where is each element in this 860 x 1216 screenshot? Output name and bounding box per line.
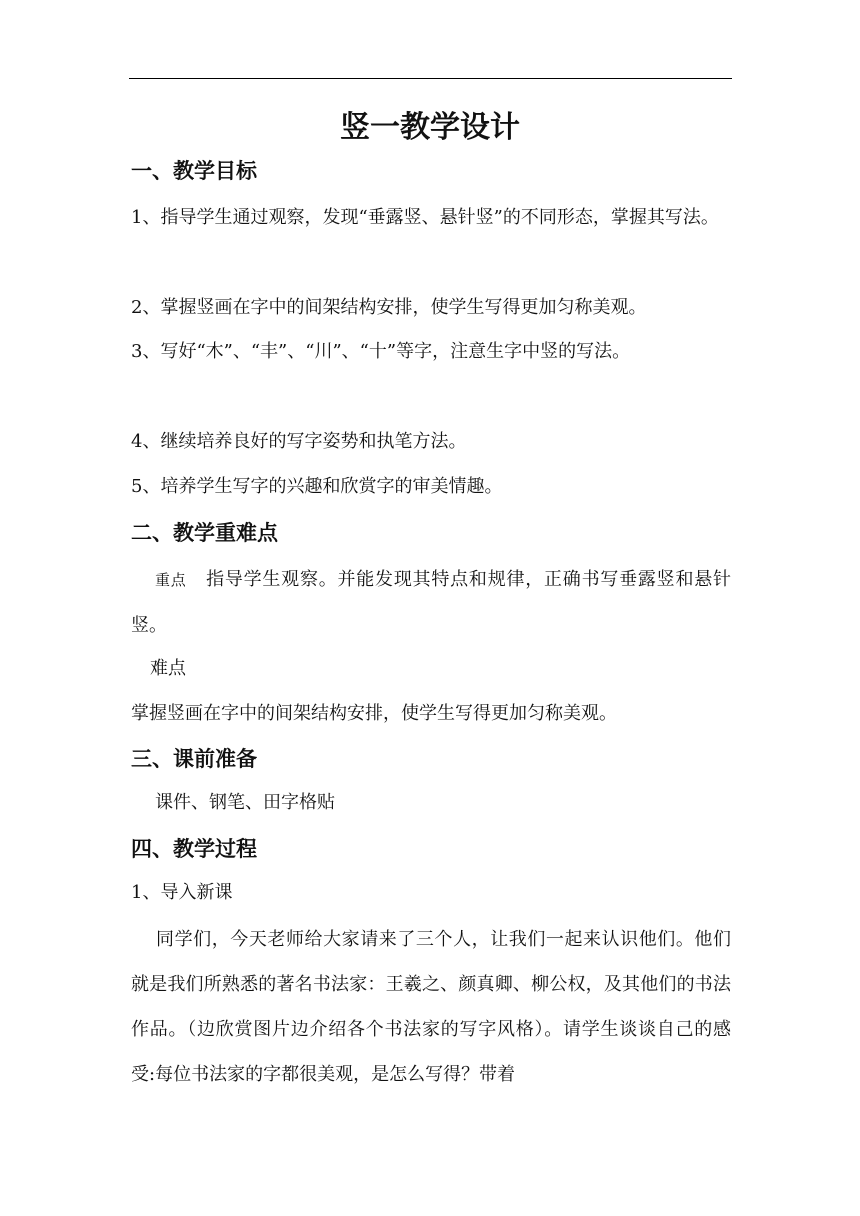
objective-item-2: 2、掌握竖画在字中的间架结构安排，使学生写得更加匀称美观。 — [131, 297, 647, 318]
section-heading-preparation: 三、课前准备 — [131, 747, 257, 771]
key-point-paragraph — [131, 557, 731, 648]
key-point-text: 指导学生观察。并能发现其特点和规律，正确书写垂露竖和悬针竖。 — [131, 569, 731, 636]
difficulty-label: 难点 — [150, 658, 186, 679]
process-paragraph: 同学们，今天老师给大家请来了三个人，让我们一起来认识他们。他们就是我们所熟悉的著名书法家：王羲之、颜真卿、柳公权，及其他们的书法作品。（边欣赏图片边介绍各个书法家的写字风格）。请学生谈谈自己的感受:每位书法家的字都很美观，是怎么写得？带着 — [131, 929, 731, 1085]
objective-item-4: 4、继续培养良好的写字姿势和执笔方法。 — [131, 431, 467, 452]
objective-item-3: 3、写好“木”、“丰”、“川”、“十”等字，注意生字中竖的写法。 — [131, 341, 631, 362]
process-sub-heading: 1、导入新课 — [131, 882, 233, 903]
objective-item-1: 1、指导学生通过观察，发现“垂露竖、悬针竖”的不同形态，掌握其写法。 — [131, 207, 719, 228]
header-rule — [129, 78, 732, 79]
section-heading-process: 四、教学过程 — [131, 837, 257, 861]
objective-item-5: 5、培养学生写字的兴趣和欣赏字的审美情趣。 — [131, 476, 503, 497]
key-point-label: 重点 — [155, 571, 187, 589]
section-heading-key-points: 二、教学重难点 — [131, 521, 278, 545]
difficulty-text: 掌握竖画在字中的间架结构安排，使学生写得更加匀称美观。 — [131, 703, 617, 724]
preparation-text: 课件、钢笔、田字格贴 — [155, 792, 335, 813]
page-title: 竖一教学设计 — [340, 110, 520, 145]
section-heading-objectives: 一、教学目标 — [131, 159, 257, 183]
